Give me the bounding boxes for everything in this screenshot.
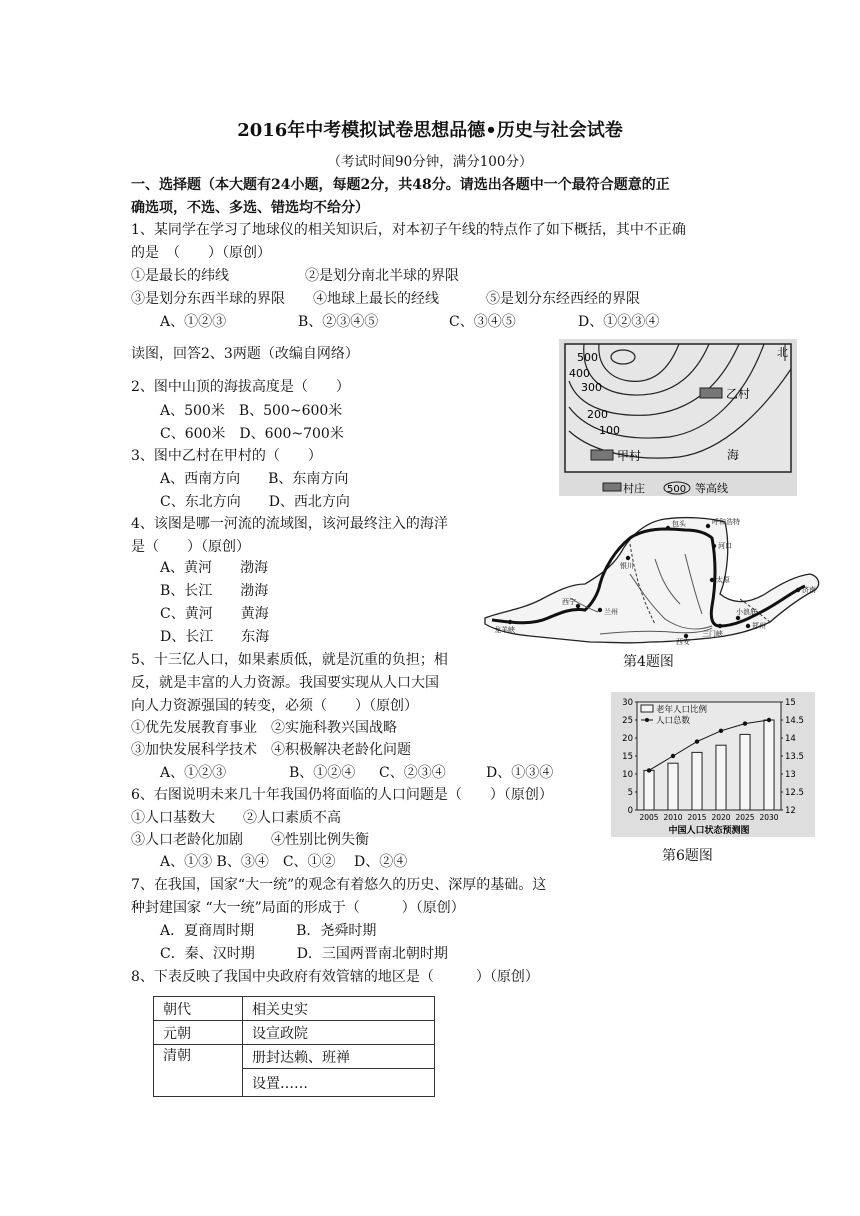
river-basin-map-svg [480, 514, 824, 652]
river-city-xian: 西安 [676, 638, 690, 646]
q1-statement-5: ⑤是划分东经西经的界限 [486, 291, 640, 307]
q5-stem-line1: 5、十三亿人口，如果素质低，就是沉重的负担；相 [131, 652, 448, 668]
right-tick-label: 12.5 [785, 788, 804, 798]
point-total-population [695, 739, 699, 743]
contour-label-200: 200 [587, 408, 608, 421]
legend-bar-label: 老年人口比例 [656, 705, 708, 715]
q1-stem-line2: 的是 （ ）（原创） [131, 245, 271, 261]
q7-stem-line2: 种封建国家 “大一统”局面的形成于（ ）（原创） [131, 900, 465, 916]
q4-option-d: D、长江 东海 [160, 629, 270, 645]
q7-options-line1: A．夏商周时期 B．尧舜时期 [160, 923, 377, 939]
q7-options-line2: C．秦、汉时期 D．三国两晋南北朝时期 [160, 946, 448, 962]
bar-elderly-ratio [692, 752, 702, 810]
bar-elderly-ratio [644, 770, 654, 810]
left-tick-label: 15 [622, 752, 633, 762]
left-tick-label: 20 [622, 734, 633, 744]
q1-option-c: C、③④⑤ [449, 314, 516, 330]
q3-options-line2: C、东北方向 D、西北方向 [160, 494, 350, 510]
section-heading-line1: 一、选择题（本大题有24小题，每题2分，共48分。请选出各题中一个最符合题意的正 [131, 177, 670, 193]
q5-statements-line1: ①优先发展教育事业 ②实施科教兴国战略 [131, 720, 397, 736]
river-city-sanmenxia: 三门峡 [702, 630, 723, 638]
read-instruction-2-3: 读图，回答2、3两题（改编自网络） [131, 346, 359, 362]
river-city-xining: 西宁 [562, 598, 576, 606]
river-basin-map-figure [480, 514, 824, 652]
contour-map-figure [559, 339, 797, 496]
right-tick-label: 13.5 [785, 752, 804, 762]
table-cell: 清朝 [154, 1045, 243, 1097]
village-yi-marker [700, 388, 722, 398]
section-heading-line2: 确选项，不选、多选、错选均不给分） [131, 200, 369, 216]
bar-elderly-ratio [716, 745, 726, 810]
q1-stem-line1: 1、某同学在学习了地球仪的相关知识后，对本初子午线的特点作了如下概括，其中不正确 [131, 222, 686, 238]
q2-options-line1: A、500米 B、500~600米 [160, 403, 343, 419]
river-city-hohhot: 呼和浩特 [712, 518, 740, 526]
north-label: 北 [777, 346, 788, 359]
left-tick-label: 5 [627, 788, 633, 798]
q1-option-a: A、①②③ [160, 314, 227, 330]
q4-stem-line2: 是（ ）（原创） [131, 539, 250, 555]
figure-6-caption: 第6题图 [662, 848, 713, 864]
contour-label-300: 300 [581, 381, 602, 394]
legend-village-marker [603, 483, 621, 491]
left-tick-label: 30 [622, 698, 633, 708]
bar-elderly-ratio [764, 720, 774, 810]
q3-options-line1: A、西南方向 B、东南方向 [160, 471, 349, 487]
point-total-population [743, 721, 747, 725]
x-tick-label: 2020 [711, 813, 731, 822]
q1-statement-1: ①是最长的纬线 [131, 268, 229, 284]
river-city-hekou: 河口 [718, 542, 732, 550]
figure-4-caption: 第4题图 [623, 654, 674, 670]
chart-title: 中国人口状态预测图 [668, 826, 750, 836]
q5-statements-line2: ③加快发展科学技术 ④积极解决老龄化问题 [131, 742, 411, 758]
point-total-population [671, 754, 675, 758]
q6-statements-line2: ③人口老龄化加剧 ④性别比例失衡 [131, 832, 369, 848]
river-city-zhengzhou: 郑州 [752, 622, 766, 630]
right-tick-label: 12 [785, 806, 796, 816]
table-header-facts: 相关史实 [243, 997, 435, 1021]
point-total-population [767, 718, 771, 722]
q5-option-a: A、①②③ [160, 765, 227, 781]
river-city-baotou: 包头 [672, 520, 686, 528]
bar-elderly-ratio [740, 734, 750, 810]
legend-contour-label: 等高线 [695, 482, 728, 495]
exam-subtitle: （考试时间90分钟，满分100分） [327, 154, 533, 170]
q5-option-b: B、①②④ [289, 765, 356, 781]
river-city-lanzhou: 兰州 [604, 608, 618, 616]
q1-statement-2: ②是划分南北半球的界限 [305, 268, 459, 284]
left-tick-label: 10 [622, 770, 633, 780]
x-tick-label: 2015 [687, 813, 707, 822]
table-row [154, 1021, 435, 1045]
contour-label-400: 400 [569, 367, 590, 380]
q4-stem-line1: 4、该图是哪一河流的流域图，该河最终注入的海洋 [131, 516, 448, 532]
q5-option-d: D、①③④ [486, 765, 554, 781]
legend-village-label: 村庄 [623, 482, 645, 495]
q7-stem-line1: 7、在我国，国家“大一统”的观念有着悠久的历史、深厚的基础。这 [131, 877, 547, 893]
table-cell: 册封达赖、班禅 [243, 1045, 435, 1069]
river-city-xiaolangdi: 小浪底 [736, 608, 757, 616]
right-tick-label: 13 [785, 770, 796, 780]
q5-stem-line3: 向人力资源强国的转变，必须（ ）（原创） [131, 698, 418, 714]
q5-option-c: C、②③④ [379, 765, 446, 781]
q1-statement-3: ③是划分东西半球的界限 [131, 291, 285, 307]
table-cell: 设宣政院 [243, 1021, 435, 1045]
q5-stem-line2: 反，就是丰富的人力资源。我国要实现从人口大国 [131, 675, 439, 691]
x-tick-label: 2005 [639, 813, 659, 822]
village-jia-label: 甲村 [617, 449, 642, 463]
q1-option-b: B、②③④⑤ [298, 314, 379, 330]
q1-option-d: D、①②③④ [578, 314, 660, 330]
table-cell: 元朝 [154, 1021, 243, 1045]
x-tick-label: 2025 [735, 813, 755, 822]
x-tick-label: 2030 [759, 813, 779, 822]
legend-bar-swatch [641, 705, 653, 712]
river-city-longyangxia: 龙羊峡 [494, 626, 515, 634]
legend-line-marker [645, 718, 649, 722]
village-yi-label: 乙村 [726, 387, 751, 401]
q4-option-b: B、长江 渤海 [160, 583, 269, 599]
village-jia-marker [591, 450, 613, 460]
table-cell: 设置…… [243, 1069, 435, 1097]
right-tick-label: 14 [785, 734, 796, 744]
river-city-yinchuan: 银川 [620, 562, 634, 570]
q2-options-line2: C、600米 D、600~700米 [160, 426, 344, 442]
sea-label: 海 [727, 448, 740, 462]
q1-statement-4: ④地球上最长的经线 [313, 291, 439, 307]
river-city-taiyuan: 太原 [716, 576, 730, 584]
table-row [154, 997, 435, 1021]
history-table [153, 996, 435, 1097]
left-tick-label: 0 [627, 806, 633, 816]
legend-contour-value: 500 [667, 484, 687, 495]
population-chart-figure [611, 692, 815, 837]
q2-stem: 2、图中山顶的海拔高度是（ ） [131, 379, 350, 395]
bar-elderly-ratio [668, 763, 678, 810]
q8-stem: 8、下表反映了我国中央政府有效管辖的地区是（ ）（原创） [131, 969, 539, 985]
right-tick-label: 14.5 [785, 716, 804, 726]
point-total-population [647, 768, 651, 772]
q6-stem: 6、右图说明未来几十年我国仍将面临的人口问题是（ ）（原创） [131, 787, 553, 803]
exam-title: 2016年中考模拟试卷思想品德•历史与社会试卷 [237, 120, 623, 141]
q6-statements-line1: ①人口基数大 ②人口素质不高 [131, 810, 341, 826]
left-tick-label: 25 [622, 716, 633, 726]
q4-option-a: A、黄河 渤海 [160, 560, 269, 576]
table-header-dynasty: 朝代 [154, 997, 243, 1021]
contour-label-500: 500 [577, 351, 598, 364]
contour-label-100: 100 [599, 424, 620, 437]
legend-line-label: 人口总数 [656, 716, 691, 726]
x-tick-label: 2010 [663, 813, 683, 822]
table-row [154, 1045, 435, 1069]
point-total-population [719, 729, 723, 733]
right-tick-label: 15 [785, 698, 796, 708]
population-chart-svg [611, 692, 815, 837]
q3-stem: 3、图中乙村在甲村的（ ） [131, 448, 322, 464]
contour-map-svg [559, 339, 797, 496]
river-city-jinan: 济南 [802, 586, 816, 594]
q6-options: A、①③ B、③④ C、①② D、②④ [160, 854, 408, 870]
q4-option-c: C、黄河 黄海 [160, 606, 269, 622]
